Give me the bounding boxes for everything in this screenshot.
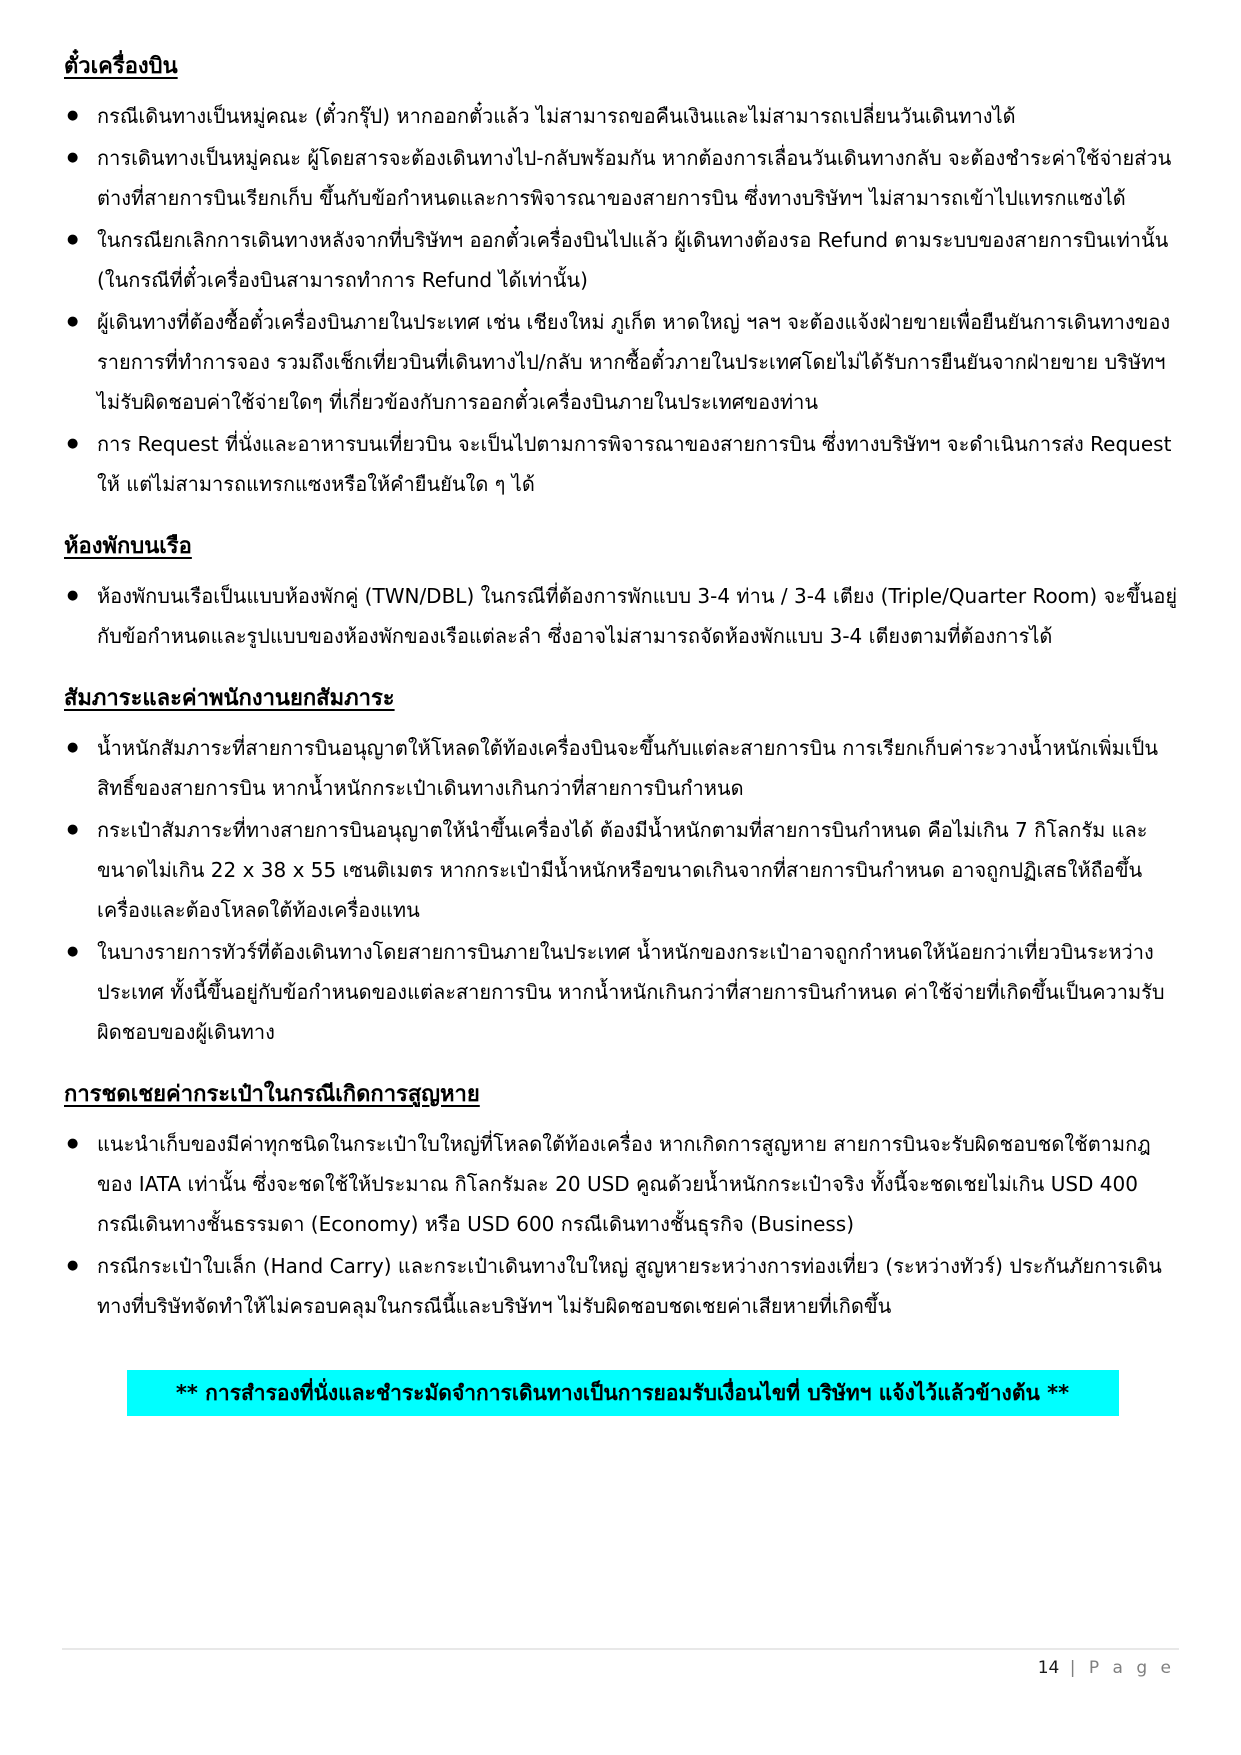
bullet-icon: ● bbox=[67, 1136, 79, 1151]
document-section bbox=[64, 684, 1181, 1052]
bullet-item bbox=[64, 96, 1181, 136]
bullet-text: ห้องพักบนเรือเป็นแบบห้องพักคู่ (TWN/DBL) ในกรณีที่ต้องการพักแบบ 3-4 ท่าน / 3-4 เตียง (Triple/Quarter Room) จะขึ้นอยู่กับข้อกำหนดและรูปแบบของห้องพักของเรือแต่ละลำ ซึ่งอาจไม่สามารถจัดห้องพักแบบ 3-4 เตียงตามที่ต้องการได้ bbox=[97, 584, 1178, 648]
page-number-block bbox=[0, 1658, 1175, 1678]
bullet-item bbox=[64, 810, 1181, 930]
highlight-notice-text: ** การสำรองที่นั่งและชำระมัดจำการเดินทางเป็นการยอมรับเงื่อนไขที่ บริษัทฯ แจ้งไว้แล้วข้างต้น ** bbox=[175, 1381, 1070, 1405]
bullet-text: ผู้เดินทางที่ต้องซื้อตั๋วเครื่องบินภายในประเทศ เช่น เชียงใหม่ ภูเก็ต หาดใหญ่ ฯลฯ จะต้องแจ้งฝ่ายขายเพื่อยืนยันการเดินทางของรายการที่ทำการจอง รวมถึงเช็กเที่ยวบินที่เดินทางไป/กลับ หากซื้อตั๋วภายในประเทศโดยไม่ได้รับการยืนยันจากฝ่ายขาย บริษัทฯ ไม่รับผิดชอบค่าใช้จ่ายใดๆ ที่เกี่ยวข้องกับการออกตั๋วเครื่องบินภายในประเทศของท่าน bbox=[97, 310, 1171, 414]
section-heading: ห้องพักบนเรือ bbox=[64, 534, 192, 559]
bullet-item bbox=[64, 1124, 1181, 1244]
bullet-icon: ● bbox=[67, 314, 79, 329]
bullet-list bbox=[64, 576, 1181, 656]
bullet-icon: ● bbox=[67, 436, 79, 451]
bullet-item bbox=[64, 576, 1181, 656]
bullet-text: การ Request ที่นั่งและอาหารบนเที่ยวบิน จะเป็นไปตามการพิจารณาของสายการบิน ซึ่งทางบริษัทฯ จะดำเนินการส่ง Request ให้ แต่ไม่สามารถแทรกแซงหรือให้คำยืนยันใด ๆ ได้ bbox=[97, 432, 1172, 496]
bullet-icon: ● bbox=[67, 1258, 79, 1273]
document-sections bbox=[64, 52, 1181, 1326]
document-section bbox=[64, 1080, 1181, 1326]
bullet-text: การเดินทางเป็นหมู่คณะ ผู้โดยสารจะต้องเดินทางไป-กลับพร้อมกัน หากต้องการเลื่อนวันเดินทางกลับ จะต้องชำระค่าใช้จ่ายส่วนต่างที่สายการบินเรียกเก็บ ขึ้นกับข้อกำหนดและการพิจารณาของสายการบิน ซึ่งทางบริษัทฯ ไม่สามารถเข้าไปแทรกแซงได้ bbox=[97, 146, 1172, 210]
page-footer bbox=[0, 1648, 1241, 1678]
bullet-item bbox=[64, 424, 1181, 504]
bullet-icon: ● bbox=[67, 740, 79, 755]
bullet-icon: ● bbox=[67, 232, 79, 247]
bullet-item bbox=[64, 1246, 1181, 1326]
section-heading: การชดเชยค่ากระเป๋าในกรณีเกิดการสูญหาย bbox=[64, 1082, 480, 1107]
bullet-item bbox=[64, 728, 1181, 808]
bullet-item bbox=[64, 302, 1181, 422]
bullet-text: กรณีกระเป๋าใบเล็ก (Hand Carry) และกระเป๋าเดินทางใบใหญ่ สูญหายระหว่างการท่องเที่ยว (ระหว่างทัวร์) ประกันภัยการเดินทางที่บริษัทจัดทำให้ไม่ครอบคลุมในกรณีนี้และบริษัทฯ ไม่รับผิดชอบชดเชยค่าเสียหายที่เกิดขึ้น bbox=[97, 1254, 1162, 1318]
bullet-icon: ● bbox=[67, 588, 79, 603]
page-number-value: 14 bbox=[1037, 1658, 1060, 1678]
bullet-icon: ● bbox=[67, 944, 79, 959]
page-label: | P a g e bbox=[1069, 1658, 1175, 1678]
bullet-icon: ● bbox=[67, 108, 79, 123]
section-heading: ตั๋วเครื่องบิน bbox=[64, 54, 178, 79]
footer-divider bbox=[62, 1648, 1179, 1650]
bullet-item bbox=[64, 932, 1181, 1052]
bullet-text: ในบางรายการทัวร์ที่ต้องเดินทางโดยสายการบินภายในประเทศ น้ำหนักของกระเป๋าอาจถูกกำหนดให้น้อยกว่าเที่ยวบินระหว่างประเทศ ทั้งนี้ขึ้นอยู่กับข้อกำหนดของแต่ละสายการบิน หากน้ำหนักเกินกว่าที่สายการบินกำหนด ค่าใช้จ่ายที่เกิดขึ้นเป็นความรับผิดชอบของผู้เดินทาง bbox=[97, 940, 1165, 1044]
bullet-text: น้ำหนักสัมภาระที่สายการบินอนุญาตให้โหลดใต้ท้องเครื่องบินจะขึ้นกับแต่ละสายการบิน การเรียกเก็บค่าระวางน้ำหนักเพิ่มเป็นสิทธิ์ของสายการบิน หากน้ำหนักกระเป๋าเดินทางเกินกว่าที่สายการบินกำหนด bbox=[97, 736, 1158, 800]
bullet-item bbox=[64, 138, 1181, 218]
bullet-text: ในกรณียกเลิกการเดินทางหลังจากที่บริษัทฯ ออกตั๋วเครื่องบินไปแล้ว ผู้เดินทางต้องรอ Refund ตามระบบของสายการบินเท่านั้น (ในกรณีที่ตั๋วเครื่องบินสามารถทำการ Refund ได้เท่านั้น) bbox=[97, 228, 1169, 292]
bullet-item bbox=[64, 220, 1181, 300]
bullet-text: แนะนำเก็บของมีค่าทุกชนิดในกระเป๋าใบใหญ่ที่โหลดใต้ท้องเครื่อง หากเกิดการสูญหาย สายการบินจะรับผิดชอบชดใช้ตามกฎของ IATA เท่านั้น ซึ่งจะชดใช้ให้ประมาณ กิโลกรัมละ 20 USD คูณด้วยน้ำหนักกระเป๋าจริง ทั้งนี้จะชดเชยไม่เกิน USD 400 กรณีเดินทางชั้นธรรมดา (Economy) หรือ USD 600 กรณีเดินทางชั้นธุรกิจ (Business) bbox=[97, 1132, 1151, 1236]
bullet-icon: ● bbox=[67, 150, 79, 165]
bullet-text: กรณีเดินทางเป็นหมู่คณะ (ตั๋วกรุ๊ป) หากออกตั๋วแล้ว ไม่สามารถขอคืนเงินและไม่สามารถเปลี่ยนวันเดินทางได้ bbox=[97, 104, 1016, 128]
document-section bbox=[64, 52, 1181, 504]
bullet-icon: ● bbox=[67, 822, 79, 837]
document-section bbox=[64, 532, 1181, 656]
highlight-notice-bar bbox=[127, 1370, 1119, 1416]
bullet-list bbox=[64, 1124, 1181, 1326]
bullet-list bbox=[64, 96, 1181, 504]
bullet-list bbox=[64, 728, 1181, 1052]
section-heading: สัมภาระและค่าพนักงานยกสัมภาระ bbox=[64, 686, 395, 711]
bullet-text: กระเป๋าสัมภาระที่ทางสายการบินอนุญาตให้นำขึ้นเครื่องได้ ต้องมีน้ำหนักตามที่สายการบินกำหนด คือไม่เกิน 7 กิโลกรัม และขนาดไม่เกิน 22 x 38 x 55 เซนติเมตร หากกระเป๋ามีน้ำหนักหรือขนาดเกินจากที่สายการบินกำหนด อาจถูกปฏิเสธให้ถือขึ้นเครื่องและต้องโหลดใต้ท้องเครื่องแทน bbox=[97, 818, 1148, 922]
